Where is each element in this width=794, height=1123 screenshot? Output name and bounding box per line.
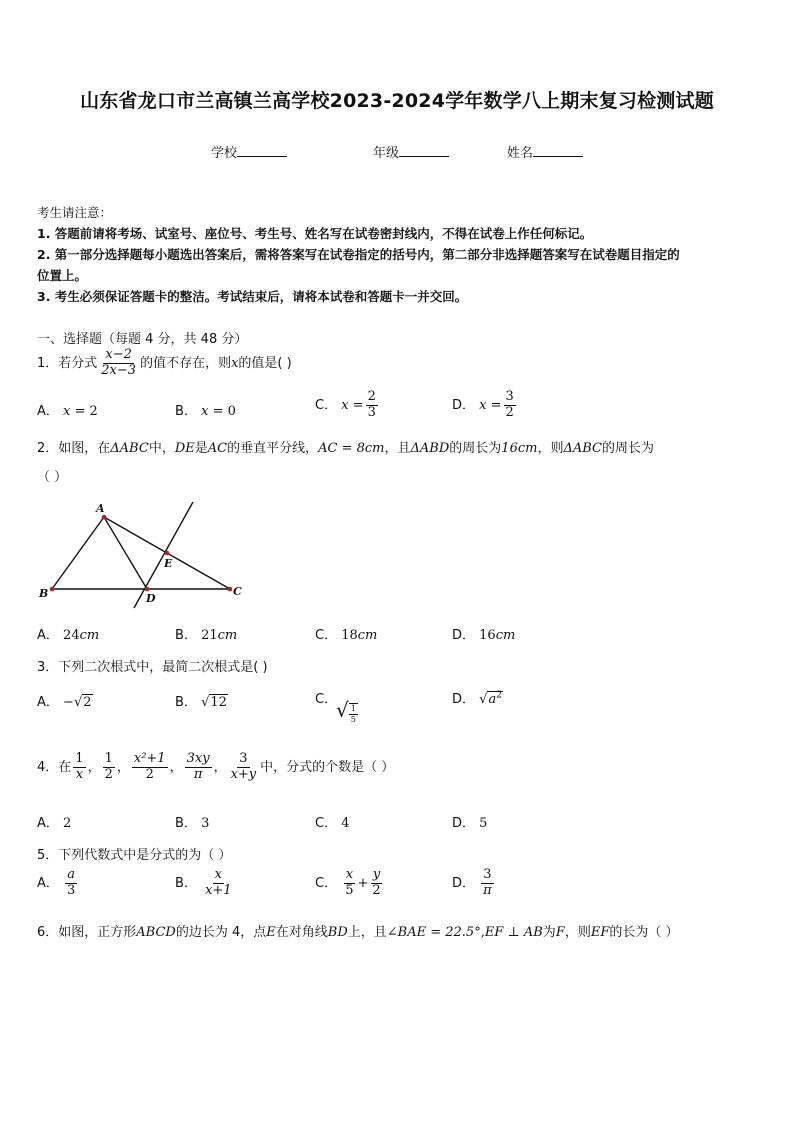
notice-item: 2. 第一部分选择题每小题选出答案后，需将答案写在试卷指定的括号内，第二部分非选择题答案写在试卷题目指定的 — [37, 247, 680, 262]
point-c — [228, 587, 233, 592]
name-blank — [533, 144, 583, 157]
point-b — [50, 587, 55, 592]
name-label: 姓名 — [507, 146, 534, 161]
q2-answer-paren: （ ） — [37, 470, 68, 485]
school-field — [211, 142, 287, 161]
segment-ab — [52, 517, 104, 589]
q3-option-d[interactable]: D． $√a^2$ — [452, 690, 502, 707]
q1-frac-num: x−2 — [105, 347, 132, 362]
label-c: C — [233, 585, 242, 598]
notice-item: 3. 考生必须保证答题卡的整洁。考试结束后，请将本试卷和答题卡一并交回。 — [37, 289, 468, 304]
school-blank — [237, 144, 287, 157]
q5-option-b[interactable]: B． $\frac{x}{x+1}$ — [175, 867, 232, 898]
q1-mid: 的值不存在，则 — [140, 355, 232, 371]
q5-option-a[interactable]: A． $\frac{a}{3}$ — [37, 867, 76, 898]
q2-option-c[interactable]: C． 18cm — [315, 628, 378, 643]
point-e — [165, 551, 170, 556]
notice-heading: 考生请注意： — [37, 205, 113, 220]
q2-option-d[interactable]: D． 16cm — [452, 628, 516, 643]
question-6: 6．如图，正方形ABCD的边长为 4，点E在对角线BD上，且∠BAE = 22.5°,EF ⊥ AB为F，则EF的长为（ ） — [37, 925, 679, 940]
q1-c-fraction: $\frac{2}{3}$ — [367, 389, 376, 420]
q1-d-fraction: $\frac{3}{2}$ — [505, 389, 514, 420]
q1-frac-den: 2x−3 — [101, 362, 137, 378]
question-3: 3．下列二次根式中，最简二次根式是( ) — [37, 660, 268, 675]
q2-option-a[interactable]: A． 24cm — [37, 628, 100, 643]
triangle-figure — [34, 498, 254, 612]
q3-option-c[interactable]: C． — [315, 692, 338, 707]
q5-option-c[interactable]: C． $\frac{x}{5}$ + $\frac{y}{2}$ — [315, 867, 381, 898]
q1-suffix: 的值是( ) — [238, 355, 292, 371]
label-b: B — [39, 587, 49, 600]
q1-fraction — [99, 348, 138, 379]
notice-item: 1. 答题前请将考场、试室号、座位号、考生号、姓名写在试卷密封线内，不得在试卷上作任何标记。 — [37, 226, 593, 241]
grade-label: 年级 — [373, 146, 400, 161]
q3-c-sqrt: √ $\frac{1}{5}$ — [336, 698, 356, 724]
q1-option-b[interactable]: B． x = 0 — [175, 404, 236, 419]
q3-option-a[interactable]: A． −√2 — [37, 695, 92, 710]
point-d — [145, 587, 150, 592]
q1-option-a[interactable]: A． x = 2 — [37, 404, 98, 419]
notice-item: 位置上。 — [37, 268, 88, 283]
page-title: 山东省龙口市兰高镇兰高学校2023-2024学年数学八上期末复习检测试题 — [80, 90, 714, 112]
q1-option-c[interactable]: C． x = $\frac{2}{3}$ — [315, 389, 376, 420]
q4-frac-3: $\frac{\text{x²+1}}{2}$ — [133, 751, 166, 782]
label-e: E — [164, 557, 173, 570]
q4-frac-1: $\frac{1}{x}$ — [75, 751, 84, 782]
perpendicular-bisector-line — [134, 502, 193, 608]
label-a: A — [96, 502, 105, 515]
point-a — [102, 515, 107, 520]
q4-option-c[interactable]: C． 4 — [315, 816, 350, 831]
question-5: 5．下列代数式中是分式的为（ ） — [37, 848, 232, 863]
segment-ad — [104, 517, 147, 589]
q4-frac-4: $\frac{3xy}{\pi}$ — [186, 751, 210, 782]
question-4: 4．在 $\frac{1}{x}$ ， $\frac{1}{2}$ ， $\frac{\text{x²+1}}{2}$ ， $\frac{3xy}{\pi}$ ， $\frac{3}{x+y}$ 中，分式的个数是（ ） — [37, 751, 395, 782]
q5-option-d[interactable]: D． $\frac{3}{\pi}$ — [452, 867, 492, 898]
q1-option-d[interactable]: D． x = $\frac{3}{2}$ — [452, 389, 514, 420]
q2-option-b[interactable]: B． 21cm — [175, 628, 238, 643]
label-d: D — [146, 592, 156, 605]
school-label: 学校 — [211, 146, 238, 161]
name-field — [507, 142, 583, 161]
q4-option-b[interactable]: B． 3 — [175, 816, 210, 831]
section-heading: 一、选择题（每题 4 分，共 48 分） — [37, 332, 248, 347]
q4-frac-5: $\frac{3}{x+y}$ — [230, 751, 257, 782]
question-1 — [37, 348, 292, 379]
grade-field — [373, 142, 449, 161]
question-2: 2．如图，在ΔABC中，DE是AC的垂直平分线，AC = 8cm，且ΔABD的周长为16cm，则ΔABC的周长为 — [37, 441, 655, 456]
q4-option-d[interactable]: D． 5 — [452, 816, 488, 831]
q1-var: x — [231, 355, 239, 371]
q3-option-b[interactable]: B． √12 — [175, 695, 227, 710]
q4-frac-2: $\frac{1}{2}$ — [104, 751, 113, 782]
grade-blank — [399, 144, 449, 157]
q4-option-a[interactable]: A． 2 — [37, 816, 72, 831]
q1-prefix: 1．若分式 — [37, 355, 98, 371]
